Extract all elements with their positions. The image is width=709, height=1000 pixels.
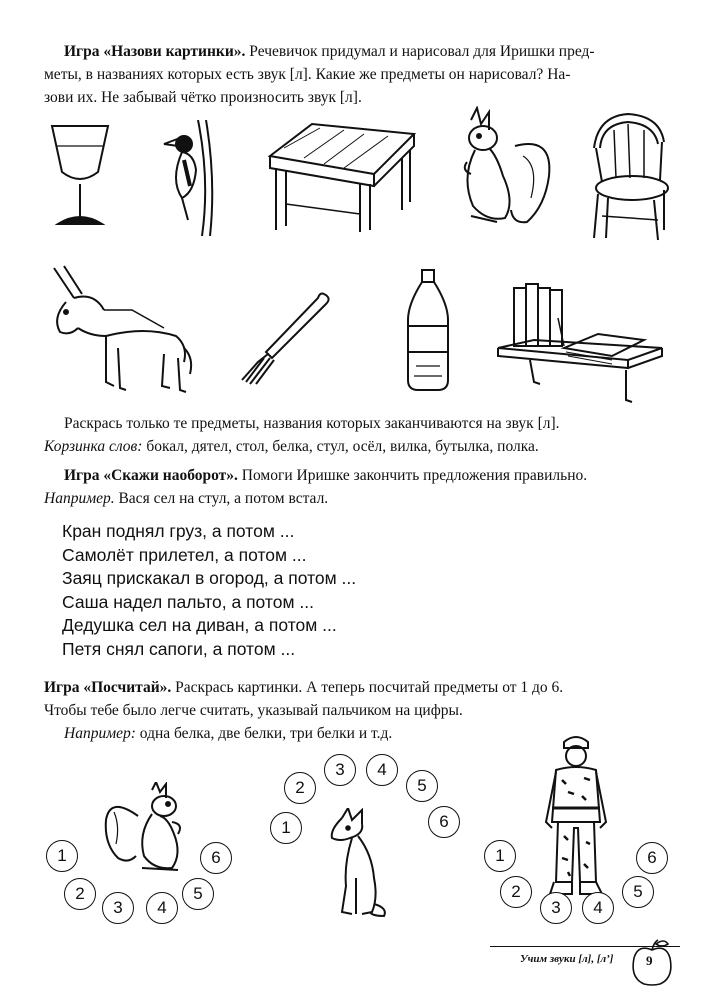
game3-example-text: одна белка, две белки, три белки и т.д.	[135, 725, 393, 742]
sentence-item: Заяц прискакал в огород, а потом ...	[62, 568, 357, 589]
count-circle-4[interactable]: 4	[146, 892, 178, 924]
counting-squirrel-picture	[98, 782, 190, 874]
sentence-item: Самолёт прилетел, а потом ...	[62, 544, 307, 565]
game3-text-line1: Раскрась картинки. А теперь посчитай предметы от 1 до 6.	[171, 679, 564, 696]
game1-paragraph	[44, 40, 680, 109]
game2-text: Помоги Иришке закончить предложения правильно.	[237, 467, 588, 484]
sentence-list	[62, 520, 356, 662]
game3-example-label: Например:	[64, 725, 136, 742]
game1-text-line1: Речевичок придумал и нарисовал для Иришки пред-	[245, 43, 595, 60]
game2-example-text: Вася сел на стул, а потом встал.	[114, 490, 329, 507]
bottle-picture	[404, 268, 452, 392]
wine-glass-picture	[44, 120, 116, 232]
count-circle-3[interactable]: 3	[540, 892, 572, 924]
sentence-item: Саша надел пальто, а потом ...	[62, 591, 314, 612]
donkey-picture	[44, 262, 194, 400]
count-circle-6[interactable]: 6	[200, 842, 232, 874]
woodpecker-picture	[160, 120, 216, 236]
game3-title: Игра «Посчитай».	[44, 679, 172, 696]
basket-label: Корзинка слов:	[44, 438, 143, 455]
fork-picture	[236, 288, 336, 386]
count-circle-5[interactable]: 5	[406, 770, 438, 802]
footer-label: Учим звуки [л], [л’]	[520, 953, 614, 965]
chair-picture	[588, 108, 670, 242]
count-circle-6[interactable]: 6	[428, 806, 460, 838]
count-circle-4[interactable]: 4	[582, 892, 614, 924]
game1-text-line2: меты, в названиях которых есть звук [л]. Какие же предметы он нарисовал? На-	[44, 66, 571, 83]
squirrel-picture	[453, 106, 553, 230]
count-circle-1[interactable]: 1	[270, 812, 302, 844]
count-circle-1[interactable]: 1	[484, 840, 516, 872]
count-circle-2[interactable]: 2	[284, 772, 316, 804]
sentence-item: Петя снял сапоги, а потом ...	[62, 638, 296, 659]
sentence-item: Дедушка сел на диван, а потом ...	[62, 615, 337, 636]
table-picture	[264, 118, 418, 234]
basket-words: бокал, дятел, стол, белка, стул, осёл, вилка, бутылка, полка.	[142, 438, 539, 455]
coloring-text: Раскрась только те предметы, названия которых заканчиваются на звук [л].	[64, 415, 560, 432]
count-circle-1[interactable]: 1	[46, 840, 78, 872]
game3-text-line2: Чтобы тебе было легче считать, указывай пальчиком на цифры.	[44, 702, 463, 719]
count-circle-5[interactable]: 5	[182, 878, 214, 910]
count-circle-2[interactable]: 2	[500, 876, 532, 908]
counting-soldier-picture	[538, 732, 614, 898]
count-circle-5[interactable]: 5	[622, 876, 654, 908]
coloring-paragraph	[44, 412, 680, 458]
counting-wolf-picture	[322, 808, 392, 918]
count-circle-3[interactable]: 3	[102, 892, 134, 924]
count-circle-6[interactable]: 6	[636, 842, 668, 874]
game1-title: Игра «Назови картинки».	[64, 43, 246, 60]
sentence-item: Кран поднял груз, а потом ...	[62, 521, 295, 541]
count-circle-3[interactable]: 3	[324, 754, 356, 786]
game2-example-label: Например.	[44, 490, 115, 507]
game1-text-line3: зови их. Не забывай чётко произносить звук [л].	[44, 89, 362, 106]
bookshelf-picture	[494, 278, 666, 406]
count-circle-4[interactable]: 4	[366, 754, 398, 786]
page-number: 9	[646, 953, 653, 968]
game2-paragraph	[44, 464, 680, 510]
game2-title: Игра «Скажи наоборот».	[64, 467, 238, 484]
count-circle-2[interactable]: 2	[64, 878, 96, 910]
